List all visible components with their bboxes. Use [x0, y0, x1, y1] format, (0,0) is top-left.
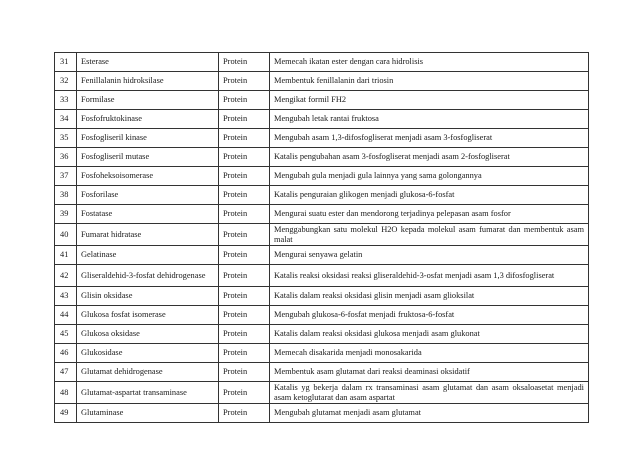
enzyme-name: Fosfoheksoisomerase [77, 167, 219, 186]
row-number: 44 [55, 306, 77, 325]
row-number: 48 [55, 382, 77, 404]
table-row [55, 53, 589, 72]
enzyme-type: Protein [219, 53, 270, 72]
enzyme-type: Protein [219, 167, 270, 186]
row-number: 40 [55, 224, 77, 246]
enzyme-type: Protein [219, 91, 270, 110]
row-number: 46 [55, 344, 77, 363]
enzyme-type: Protein [219, 265, 270, 287]
table-row [55, 72, 589, 91]
enzyme-name: Glukosa fosfat isomerase [77, 306, 219, 325]
table-row [55, 110, 589, 129]
row-number: 33 [55, 91, 77, 110]
table-row [55, 167, 589, 186]
enzyme-type: Protein [219, 186, 270, 205]
enzyme-name: Gelatinase [77, 246, 219, 265]
enzyme-function: Katalis reaksi oksidasi reaksi gliseraldehid-3-osfat menjadi asam 1,3 difosfogliserat [270, 265, 589, 287]
enzyme-function: Mengubah glukosa-6-fosfat menjadi fruktosa-6-fosfat [270, 306, 589, 325]
enzyme-type: Protein [219, 246, 270, 265]
table-row [55, 205, 589, 224]
enzyme-name: Fenillalanin hidroksilase [77, 72, 219, 91]
row-number: 34 [55, 110, 77, 129]
table-row [55, 306, 589, 325]
enzyme-function: Mengubah asam 1,3-difosfogliserat menjadi asam 3-fosfogliserat [270, 129, 589, 148]
enzyme-name: Glutamat dehidrogenase [77, 363, 219, 382]
enzyme-type: Protein [219, 363, 270, 382]
row-number: 31 [55, 53, 77, 72]
row-number: 45 [55, 325, 77, 344]
table-row [55, 404, 589, 423]
enzyme-function: Membentuk fenillalanin dari triosin [270, 72, 589, 91]
table-row [55, 325, 589, 344]
enzyme-type: Protein [219, 287, 270, 306]
table-row [55, 382, 589, 404]
table-row [55, 148, 589, 167]
enzyme-type: Protein [219, 129, 270, 148]
table-row [55, 91, 589, 110]
table-row [55, 224, 589, 246]
enzyme-name: Glukosa oksidase [77, 325, 219, 344]
row-number: 37 [55, 167, 77, 186]
enzyme-type: Protein [219, 306, 270, 325]
enzyme-function: Mengikat formil FH2 [270, 91, 589, 110]
enzyme-name: Esterase [77, 53, 219, 72]
enzyme-type: Protein [219, 382, 270, 404]
enzyme-type: Protein [219, 344, 270, 363]
enzyme-function: Katalis dalam reaksi oksidasi glukosa menjadi asam glukonat [270, 325, 589, 344]
enzyme-table [54, 52, 589, 423]
row-number: 38 [55, 186, 77, 205]
enzyme-name: Glutaminase [77, 404, 219, 423]
row-number: 43 [55, 287, 77, 306]
enzyme-function: Katalis dalam reaksi oksidasi glisin menjadi asam glioksilat [270, 287, 589, 306]
enzyme-function: Memecah disakarida menjadi monosakarida [270, 344, 589, 363]
enzyme-name: Glutamat-aspartat transaminase [77, 382, 219, 404]
enzyme-name: Fosfofruktokinase [77, 110, 219, 129]
row-number: 41 [55, 246, 77, 265]
enzyme-function: Katalis pengubahan asam 3-fosfogliserat menjadi asam 2-fosfogliserat [270, 148, 589, 167]
enzyme-name: Fumarat hidratase [77, 224, 219, 246]
enzyme-function: Memecah ikatan ester dengan cara hidrolisis [270, 53, 589, 72]
enzyme-type: Protein [219, 148, 270, 167]
enzyme-name: Fosfogliseril mutase [77, 148, 219, 167]
row-number: 32 [55, 72, 77, 91]
enzyme-type: Protein [219, 404, 270, 423]
enzyme-function: Menggabungkan satu molekul H2O kepada molekul asam fumarat dan membentuk asam malat [270, 224, 589, 246]
table-row [55, 344, 589, 363]
table-row [55, 265, 589, 287]
enzyme-type: Protein [219, 110, 270, 129]
row-number: 35 [55, 129, 77, 148]
enzyme-function: Mengurai senyawa gelatin [270, 246, 589, 265]
table-row [55, 129, 589, 148]
row-number: 39 [55, 205, 77, 224]
row-number: 36 [55, 148, 77, 167]
enzyme-function: Membentuk asam glutamat dari reaksi deaminasi oksidatif [270, 363, 589, 382]
document-page [54, 52, 588, 423]
enzyme-type: Protein [219, 325, 270, 344]
row-number: 49 [55, 404, 77, 423]
table-row [55, 287, 589, 306]
enzyme-name: Formilase [77, 91, 219, 110]
enzyme-function: Mengubah gula menjadi gula lainnya yang sama golongannya [270, 167, 589, 186]
enzyme-function: Mengubah glutamat menjadi asam glutamat [270, 404, 589, 423]
enzyme-name: Fostatase [77, 205, 219, 224]
enzyme-name: Fosforilase [77, 186, 219, 205]
table-row [55, 363, 589, 382]
enzyme-function: Mengubah letak rantai fruktosa [270, 110, 589, 129]
table-row [55, 246, 589, 265]
enzyme-type: Protein [219, 224, 270, 246]
enzyme-name: Fosfogliseril kinase [77, 129, 219, 148]
enzyme-function: Katalis yg bekerja dalam rx transaminasi asam glutamat dan asam oksaloasetat menjadi asam ketoglutarat dan asam aspartat [270, 382, 589, 404]
enzyme-type: Protein [219, 72, 270, 91]
enzyme-name: Glisin oksidase [77, 287, 219, 306]
enzyme-name: Gliseraldehid-3-fosfat dehidrogenase [77, 265, 219, 287]
row-number: 47 [55, 363, 77, 382]
enzyme-name: Glukosidase [77, 344, 219, 363]
enzyme-function: Katalis penguraian glikogen menjadi glukosa-6-fosfat [270, 186, 589, 205]
table-row [55, 186, 589, 205]
row-number: 42 [55, 265, 77, 287]
enzyme-function: Mengurai suatu ester dan mendorong terjadinya pelepasan asam fosfor [270, 205, 589, 224]
enzyme-type: Protein [219, 205, 270, 224]
